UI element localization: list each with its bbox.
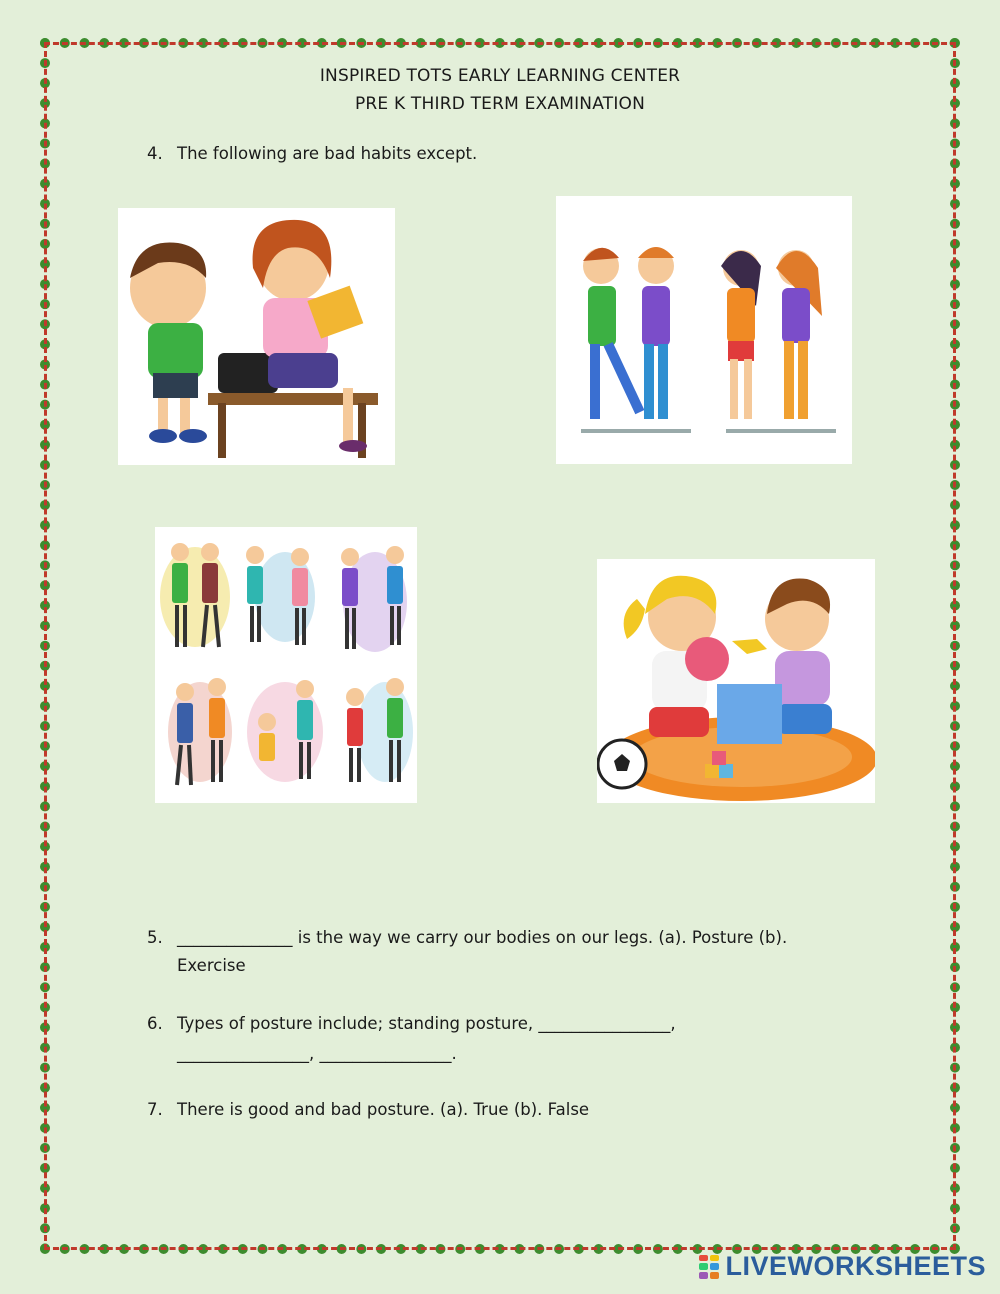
picture-kicking[interactable] xyxy=(556,196,852,464)
illustration-sharing xyxy=(597,559,875,803)
question-5 xyxy=(147,924,787,952)
question-7 xyxy=(147,1096,589,1124)
question-text: There is good and bad posture. (a). True (b). False xyxy=(177,1100,590,1119)
logo-mark-icon xyxy=(699,1255,719,1279)
picture-sharing-toys[interactable] xyxy=(597,559,875,803)
illustration-bullying xyxy=(155,527,417,803)
question-4 xyxy=(147,140,477,168)
question-5-continuation: Exercise xyxy=(177,956,246,975)
question-6 xyxy=(147,1010,676,1038)
question-text: ______________ is the way we carry our bodies on our legs. (a). Posture (b). xyxy=(177,928,788,947)
school-name: INSPIRED TOTS EARLY LEARNING CENTER xyxy=(319,66,681,86)
question-6-continuation: ________________, ________________. xyxy=(177,1044,457,1063)
picture-stealing-bag[interactable] xyxy=(118,208,395,465)
question-number: 6. xyxy=(147,1014,163,1033)
picture-bullying[interactable] xyxy=(155,527,417,803)
question-number: 4. xyxy=(147,144,163,163)
page-header xyxy=(0,62,1000,118)
question-text: Types of posture include; standing posture, ________________, xyxy=(177,1014,676,1033)
illustration-kicking xyxy=(556,196,852,464)
question-number: 5. xyxy=(147,928,163,947)
exam-title: PRE K THIRD TERM EXAMINATION xyxy=(354,94,646,114)
brand-name: LIVEWORKSHEETS xyxy=(725,1251,986,1281)
illustration-stealing xyxy=(118,208,395,465)
question-number: 7. xyxy=(147,1100,163,1119)
question-text: The following are bad habits except. xyxy=(177,144,478,163)
liveworksheets-logo[interactable] xyxy=(699,1251,986,1282)
